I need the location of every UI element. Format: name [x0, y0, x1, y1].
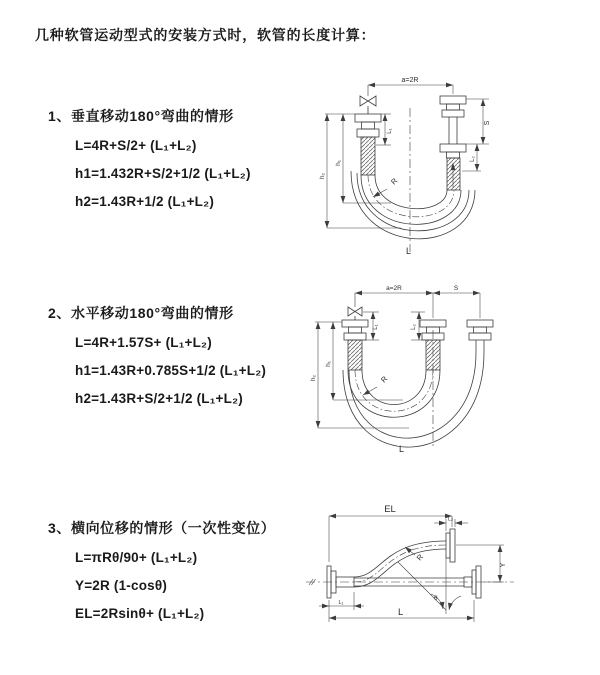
valve-icon: [360, 85, 376, 114]
formula-line: L=4R+S/2+ (L₁+L₂): [75, 138, 197, 153]
dim-label-h2: h₂: [319, 172, 326, 180]
dim-label-l1: L₁: [373, 324, 379, 330]
section-lateral-displacement: [48, 518, 275, 628]
dim-label-theta: θ: [434, 595, 438, 602]
dimension-lines: [315, 293, 480, 428]
right-pipe-flange: [467, 320, 493, 352]
formula-line: L=4R+1.57S+ (L₁+L₂): [75, 335, 212, 350]
formula-line: h1=1.432R+S/2+1/2 (L₁+L₂): [75, 166, 251, 181]
dim-label-h1: h₁: [335, 160, 342, 166]
formula-line: L=πRθ/90+ (L₁+L₂): [75, 550, 198, 565]
dim-label-r: R: [379, 374, 390, 385]
dimension-lines: [325, 85, 489, 228]
dim-label-y: Y: [500, 562, 507, 568]
dim-label-l2: L₂: [447, 516, 454, 523]
dim-label-l1: L₁: [338, 600, 344, 606]
valve-icon: [348, 293, 362, 320]
dim-label-l2: L₂: [470, 156, 476, 162]
left-pipe-flange: [355, 114, 381, 175]
dim-label-span: a=2R: [401, 77, 419, 84]
dim-label-span: a=2R: [386, 285, 402, 292]
section-vertical-180: [48, 106, 251, 216]
section-heading: 2、水平移动180°弯曲的情形: [48, 305, 234, 321]
section-heading: 1、垂直移动180°弯曲的情形: [48, 108, 234, 124]
top-flange: [446, 529, 455, 562]
dim-label-s: S: [484, 120, 491, 126]
hose-curves: [343, 352, 484, 447]
dim-label-r: R: [414, 552, 426, 563]
dim-label-el: EL: [384, 504, 396, 515]
formula-line: h2=1.43R+S/2+1/2 (L₁+L₂): [75, 391, 243, 406]
diagram-vertical-180: [313, 68, 591, 266]
right-pipe-flange: [440, 96, 466, 190]
dim-label-l: L: [398, 607, 404, 618]
dim-label-h1: h₁: [325, 361, 332, 367]
dim-label-r: R: [389, 176, 400, 187]
formula-line: Y=2R (1-cosθ): [75, 578, 168, 593]
dim-label-l2: L₂: [411, 324, 417, 330]
middle-pipe-flange: [420, 320, 446, 370]
dim-label-l: L: [406, 246, 412, 256]
dim-label-h2: h₂: [310, 374, 317, 382]
formula-line: h1=1.43R+0.785S+1/2 (L₁+L₂): [75, 363, 267, 378]
page-title: 几种软管运动型式的安装方式时，软管的长度计算：: [35, 27, 376, 43]
dim-label-l: L: [399, 444, 405, 454]
dim-label-l1: L₁: [387, 128, 393, 134]
left-pipe-flange: [342, 320, 368, 370]
formula-line: h2=1.43R+1/2 (L₁+L₂): [75, 194, 215, 209]
section-heading: 3、横向位移的情形（一次性变位）: [48, 520, 276, 536]
formula-line: EL=2Rsinθ+ (L₁+L₂): [75, 606, 205, 621]
dim-label-s: S: [453, 285, 459, 292]
diagram-horizontal-180: [303, 278, 600, 458]
section-horizontal-180: [48, 303, 266, 413]
diagram-lateral-displacement: [298, 496, 600, 646]
